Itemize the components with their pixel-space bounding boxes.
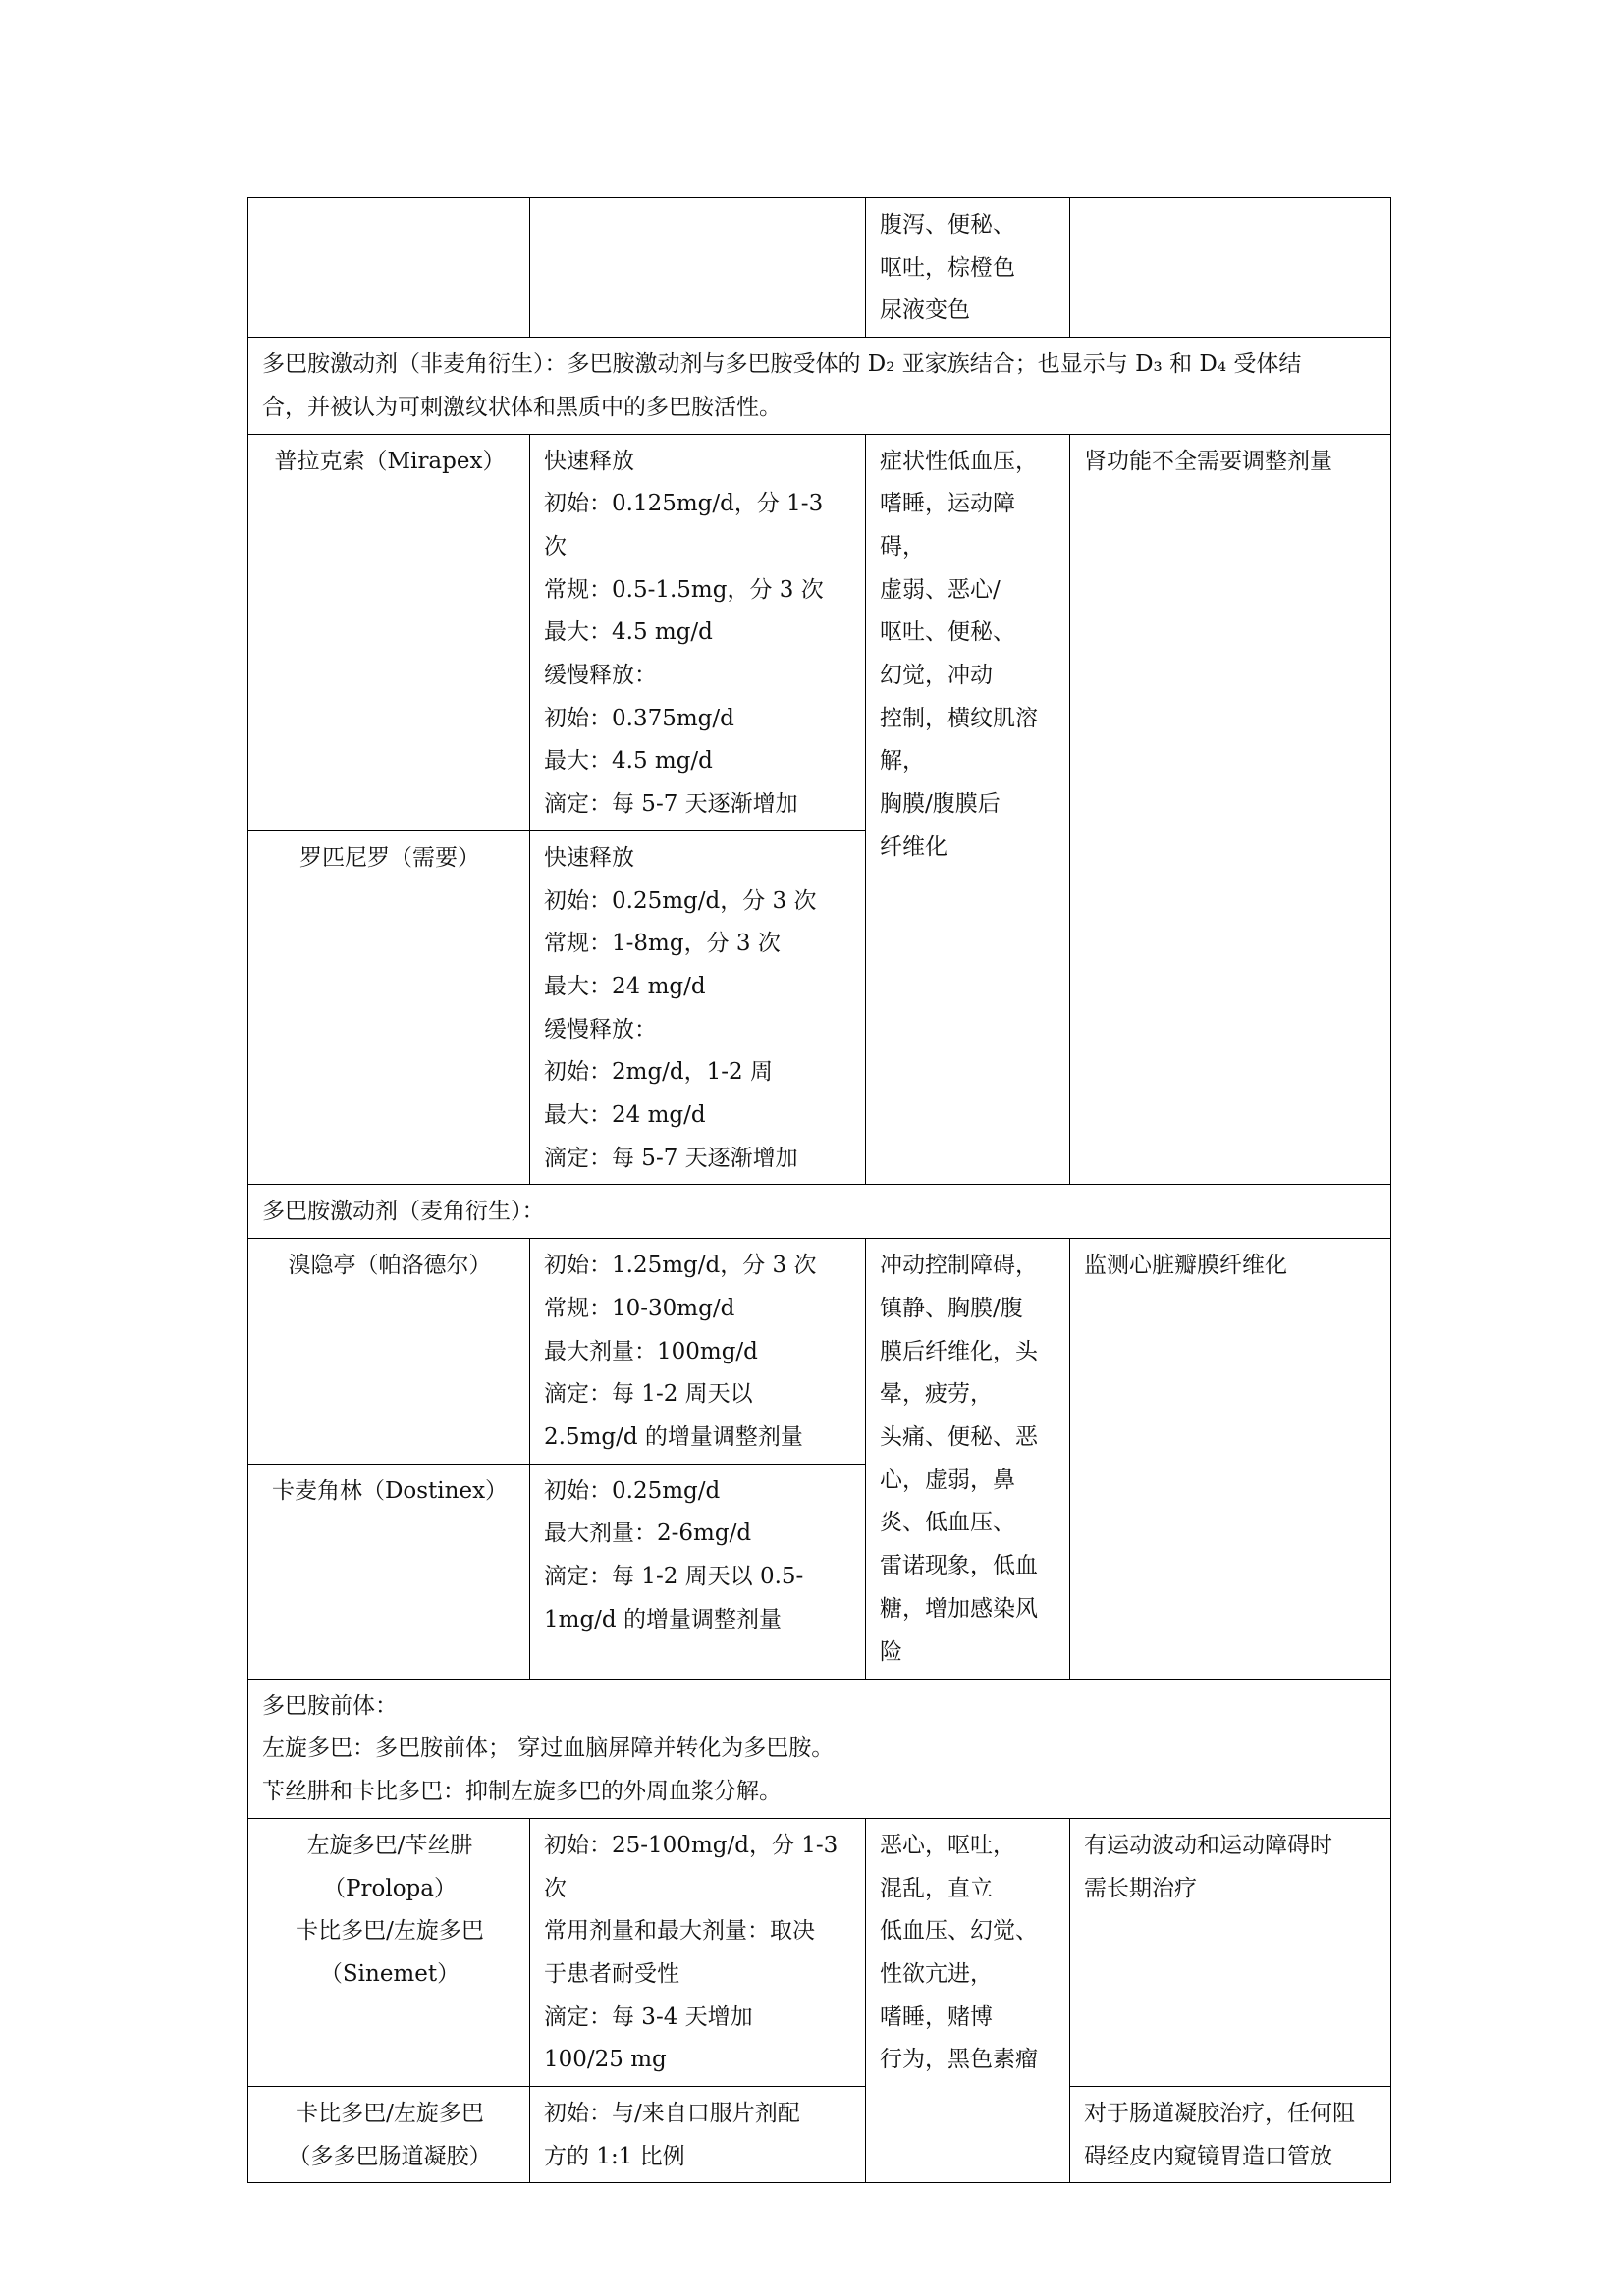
side-effects-cell: 冲动控制障碍， 镇静、胸膜/腹 膜后纤维化，头 晕，疲劳， 头痛、便秘、恶 心，虚弱，鼻 炎、低血压、 雷诺现象，低血 糖，增加感染风 险 <box>866 1239 1070 1680</box>
dose-cell: 快速释放 初始：0.25mg/d，分 3 次 常规：1-8mg，分 3 次 最大：24 mg/d 缓慢释放： 初始：2mg/d，1-2 周 最大：24 mg/d 滴定：每 5-7 天逐渐增加 <box>530 830 866 1185</box>
section-non-ergot: 多巴胺激动剂（非麦角衍生）：多巴胺激动剂与多巴胺受体的 D₂ 亚家族结合；也显示与 D₃ 和 D₄ 受体结 合，并被认为可刺激纹状体和黑质中的多巴胺活性。 <box>248 338 1391 434</box>
document-page <box>247 197 1390 2183</box>
dose-cell: 初始：与/来自口服片剂配 方的 1:1 比例 <box>530 2087 866 2183</box>
section-ergot: 多巴胺激动剂（麦角衍生）： <box>248 1185 1391 1239</box>
dose-cell: 初始：0.25mg/d 最大剂量：2-6mg/d 滴定：每 1-2 周天以 0.5- 1mg/d 的增量调整剂量 <box>530 1464 866 1679</box>
side-effects-cell: 腹泻、便秘、 呕吐，棕橙色 尿液变色 <box>866 198 1070 338</box>
empty-cell <box>248 198 530 338</box>
empty-cell <box>1070 198 1391 338</box>
section-header-row <box>248 1679 1391 1818</box>
drug-name-levodopa-oral: 左旋多巴/苄丝肼 （Prolopa） 卡比多巴/左旋多巴 （Sinemet） <box>248 1818 530 2086</box>
drug-name-pramipexole: 普拉克索（Mirapex） <box>248 434 530 830</box>
table-row <box>248 434 1391 830</box>
section-header-row <box>248 1185 1391 1239</box>
drug-table <box>247 197 1391 2183</box>
dose-cell: 初始：1.25mg/d，分 3 次 常规：10-30mg/d 最大剂量：100mg/d 滴定：每 1-2 周天以 2.5mg/d 的增量调整剂量 <box>530 1239 866 1465</box>
table-row <box>248 1239 1391 1465</box>
side-effects-cell: 恶心，呕吐， 混乱，直立 低血压、幻觉、 性欲亢进， 嗜睡，赌博 行为，黑色素瘤 <box>866 1818 1070 2183</box>
table-row <box>248 2087 1391 2183</box>
table-row <box>248 1818 1391 2086</box>
drug-name-levodopa-gel: 卡比多巴/左旋多巴 （多多巴肠道凝胶） <box>248 2087 530 2183</box>
side-effects-cell: 症状性低血压， 嗜睡，运动障 碍， 虚弱、恶心/ 呕吐、便秘、 幻觉，冲动 控制，横纹肌溶 解， 胸膜/腹膜后 纤维化 <box>866 434 1070 1185</box>
notes-cell: 对于肠道凝胶治疗，任何阻 碍经皮内窥镜胃造口管放 <box>1070 2087 1391 2183</box>
drug-name-ropinirole: 罗匹尼罗（需要） <box>248 830 530 1185</box>
dose-cell: 快速释放 初始：0.125mg/d，分 1-3 次 常规：0.5-1.5mg，分 3 次 最大：4.5 mg/d 缓慢释放： 初始：0.375mg/d 最大：4.5 mg/d 滴定：每 5-7 天逐渐增加 <box>530 434 866 830</box>
notes-cell: 监测心脏瓣膜纤维化 <box>1070 1239 1391 1680</box>
drug-name-bromocriptine: 溴隐亭（帕洛德尔） <box>248 1239 530 1465</box>
dose-cell: 初始：25-100mg/d，分 1-3 次 常用剂量和最大剂量：取决 于患者耐受性 滴定：每 3-4 天增加 100/25 mg <box>530 1818 866 2086</box>
notes-cell: 肾功能不全需要调整剂量 <box>1070 434 1391 1185</box>
table-row <box>248 198 1391 338</box>
section-header-row <box>248 338 1391 434</box>
notes-cell: 有运动波动和运动障碍时 需长期治疗 <box>1070 1818 1391 2086</box>
empty-cell <box>530 198 866 338</box>
drug-name-cabergoline: 卡麦角林（Dostinex） <box>248 1464 530 1679</box>
section-precursor: 多巴胺前体： 左旋多巴：多巴胺前体； 穿过血脑屏障并转化为多巴胺。 苄丝肼和卡比多巴：抑制左旋多巴的外周血浆分解。 <box>248 1679 1391 1818</box>
